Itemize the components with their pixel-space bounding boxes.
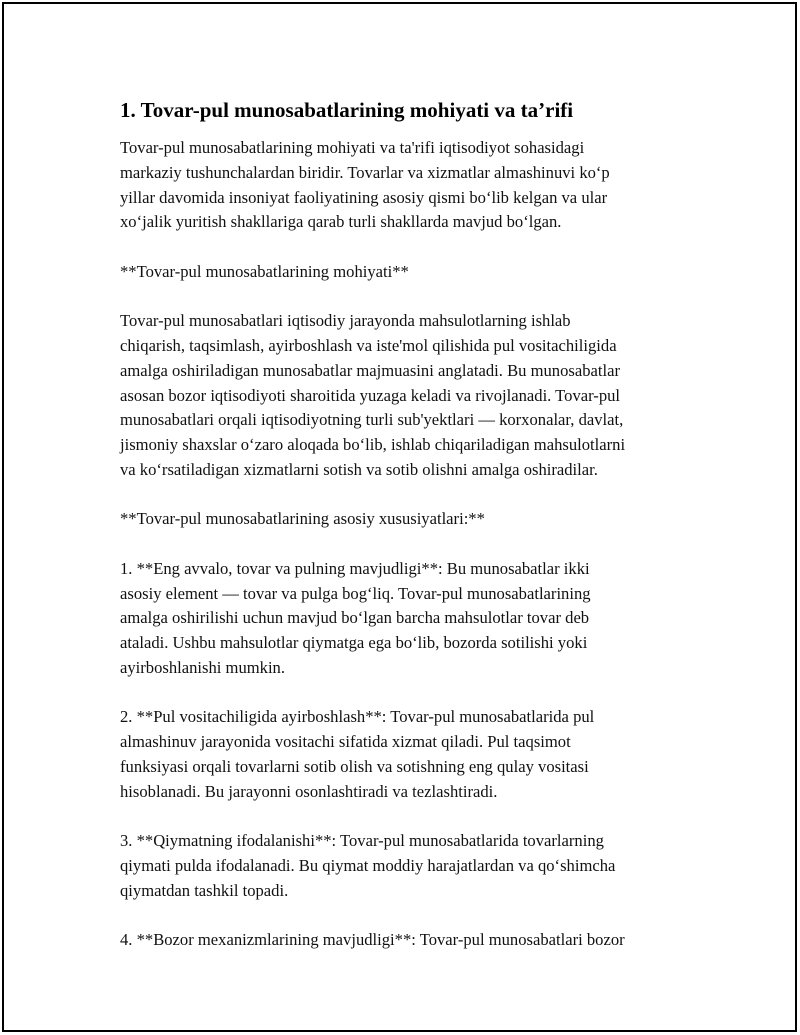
document-title: 1. Tovar-pul munosabatlarining mohiyati va ta’rifi [120, 98, 574, 122]
document-body [120, 96, 700, 977]
text-line: asosan bozor iqtisodiyoti sharoitida yuzaga keladi va rivojlanadi. Tovar-pul [120, 385, 621, 405]
text-line: asosiy element — tovar va pulga bog‘liq. Tovar-pul munosabatlarining [120, 583, 591, 603]
text-line: jismoniy shaxslar o‘zaro aloqada bo‘lib, ishlab chiqariladigan mahsulotlarni [120, 435, 626, 455]
text-line: yillar davomida insoniyat faoliyatining asosiy qismi bo‘lib kelgan va ular [120, 187, 608, 207]
text-line: Tovar-pul munosabatlarining mohiyati va ta'rifi iqtisodiyot sohasidagi [120, 138, 585, 157]
section-heading-mohiyati [120, 260, 700, 285]
document-page [2, 2, 797, 1032]
text-line: qiymatdan tashkil topadi. [120, 880, 289, 900]
text-line: ataladi. Ushbu mahsulotlar qiymatga ega bo‘lib, bozorda sotilishi yoki [120, 633, 588, 653]
text-line: 2. **Pul vositachiligida ayirboshlash**: Tovar-pul munosabatlarida pul [120, 707, 595, 727]
text-line: Tovar-pul munosabatlari iqtisodiy jarayonda mahsulotlarning ishlab [120, 311, 571, 331]
text-line: **Tovar-pul munosabatlarining asosiy xususiyatlari:** [120, 509, 485, 529]
text-line: chiqarish, taqsimlash, ayirboshlash va iste'mol qilishida pul vositachiligida [120, 335, 617, 355]
text-line: 1. **Eng avvalo, tovar va pulning mavjudligi**: Bu munosabatlar ikki [120, 558, 590, 578]
paragraph-intro [120, 136, 700, 235]
text-line: **Tovar-pul munosabatlarining mohiyati** [120, 261, 409, 281]
list-item-4 [120, 928, 700, 953]
list-item-2 [120, 705, 700, 804]
text-line: va ko‘rsatiladigan xizmatlarni sotish va sotib olishni amalga oshiradilar. [120, 459, 598, 479]
paragraph-definition [120, 309, 700, 483]
text-line: munosabatlari orqali iqtisodiyotning turli sub'yektlari — korxonalar, davlat, [120, 410, 624, 430]
text-line: amalga oshiriladigan munosabatlar majmuasini anglatadi. Bu munosabatlar [120, 360, 620, 380]
list-item-3 [120, 829, 700, 903]
text-line: hisoblanadi. Bu jarayonni osonlashtiradi va tezlashtiradi. [120, 781, 498, 801]
text-line: ayirboshlanishi mumkin. [120, 657, 286, 677]
text-line: almashinuv jarayonida vositachi sifatida xizmat qiladi. Pul taqsimot [120, 732, 571, 752]
text-line: qiymati pulda ifodalanadi. Bu qiymat moddiy harajatlardan va qo‘shimcha [120, 855, 616, 875]
text-line: xo‘jalik yuritish shakllariga qarab turli shakllarda mavjud bo‘lgan. [120, 212, 562, 232]
text-line: 3. **Qiymatning ifodalanishi**: Tovar-pul munosabatlarida tovarlarning [120, 831, 604, 851]
text-line: 4. **Bozor mexanizmlarining mavjudligi**: Tovar-pul munosabatlari bozor [120, 930, 625, 950]
section-heading-xususiyatlari [120, 507, 700, 532]
list-item-1 [120, 557, 700, 681]
text-line: amalga oshirilishi uchun mavjud bo‘lgan barcha mahsulotlar tovar deb [120, 608, 590, 628]
text-line: markaziy tushunchalardan biridir. Tovarlar va xizmatlar almashinuvi ko‘p [120, 162, 610, 182]
text-line: funksiyasi orqali tovarlarni sotib olish va sotishning eng qulay vositasi [120, 756, 589, 776]
